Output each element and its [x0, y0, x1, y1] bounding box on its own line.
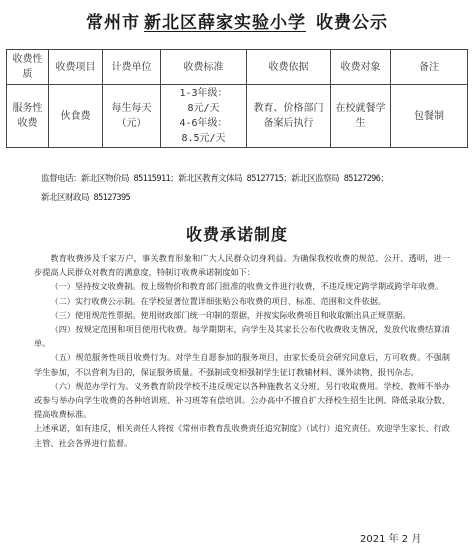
rules-item-4: （四）按规定范围和项目使用代收费。每学期期末，向学生及其家长公布代收费收支情况，发放代收费结算清单。 — [34, 324, 450, 349]
header-unit: 计费单位 — [103, 50, 161, 85]
rules-body — [34, 251, 450, 450]
header-item: 收费项目 — [49, 50, 103, 85]
fee-table-header-row — [7, 50, 468, 85]
cell-unit: 每生每天（元） — [103, 85, 161, 148]
rules-item-6: （六）规范办学行为。义务教育阶段学校不违反规定以各种施教名义分班，另行收取费用。学校、教师不举办或参与举办向学生收费的各种培训班、补习班等有偿培训。公办高中不擅自扩大择校生招生比例、降低录取分数、提高收费标准。 — [34, 380, 450, 420]
title-city: 常州市 — [86, 13, 140, 33]
cell-item: 伙食费 — [49, 85, 103, 148]
supervision-line-2: 新北区财政局 85127395 — [41, 193, 131, 203]
cell-target: 在校就餐学生 — [331, 85, 391, 148]
table-row — [7, 85, 468, 148]
cell-nature: 服务性收费 — [7, 85, 49, 148]
rules-item-3: （三）使用规范性票据。使用财政部门统一印制的票据，并按实际收费项目和收取额出具正规票据。 — [50, 309, 411, 320]
fee-table — [6, 49, 468, 148]
header-target: 收费对象 — [331, 50, 391, 85]
header-basis: 收费依据 — [247, 50, 331, 85]
supervision-phones — [41, 170, 471, 208]
cell-standard-text: 1-3年级： 8元/天 4-6年级： 8.5元/天 — [179, 88, 228, 144]
header-note: 备注 — [391, 50, 468, 85]
rules-title: 收费承诺制度 — [185, 225, 288, 244]
header-standard: 收费标准 — [161, 50, 247, 85]
title-suffix: 收费公示 — [316, 13, 388, 33]
cell-standard — [161, 85, 247, 148]
rules-item-5: （五）规范服务性项目收费行为。对学生自愿参加的服务项目，由家长委员会研究同意后，方可收费。不强制学生参加，不以营利为目的，保证服务质量。不强制或变相强制学生征订教辅材料、课外读物、报刊杂志。 — [34, 352, 450, 377]
cell-basis: 教育、价格部门备案后执行 — [247, 85, 331, 148]
notice-date: 2021 年 2 月 — [360, 534, 422, 545]
rules-item-2: （二）实行收费公示制。在学校显著位置详细张贴公布收费的项目、标准、范围和文件依据。 — [50, 295, 387, 306]
rules-item-1: （一）坚持按文收费制。按上级物价和教育部门批准的收费文件进行收费，不违反规定跨学期或跨学年收费。 — [50, 281, 444, 292]
cell-note: 包餐制 — [391, 85, 468, 148]
header-nature: 收费性质 — [7, 50, 49, 85]
notice-title — [0, 8, 474, 33]
rules-closing: 上述承诺，如有违反，相关责任人将按《常州市教育乱收费责任追究制度》（试行）追究责任。欢迎学生家长、行政主管、社会各界进行监督。 — [34, 423, 450, 448]
title-school: 新北区薛家实验小学 — [144, 13, 306, 33]
supervision-line-1: 监督电话：新北区物价局 85115911；新北区教育文体局 85127715；新北区监察局 85127296； — [41, 174, 389, 184]
rules-intro: 教育收费涉及千家万户，事关教育形象和广大人民群众切身利益。为确保我校收费的规范、公开、透明，进一步提高人民群众对教育的满意度，特制订收费承诺制度如下： — [34, 253, 450, 278]
